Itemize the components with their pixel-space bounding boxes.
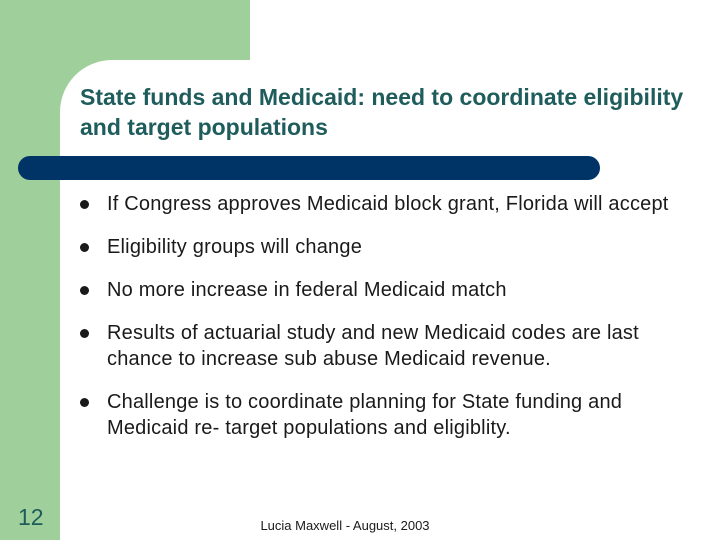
bullet-item: [78, 277, 708, 303]
bullet-item: [78, 191, 708, 217]
slide-number: 12: [18, 504, 44, 530]
bullet-dot-icon: [80, 200, 89, 209]
bullet-dot-icon: [80, 398, 89, 407]
bullet-text: Results of actuarial study and new Medicaid codes are last chance to increase sub abuse Medicaid revenue.: [107, 322, 639, 370]
bullet-text: Eligibility groups will change: [107, 236, 363, 258]
bullet-dot-icon: [80, 286, 89, 295]
bullet-text: If Congress approves Medicaid block grant, Florida will accept: [107, 193, 669, 215]
bullet-dot-icon: [80, 329, 89, 338]
title-divider-bar: [18, 156, 600, 180]
bullet-text: No more increase in federal Medicaid match: [107, 279, 507, 301]
bullet-item: [78, 234, 708, 260]
slide-footer: Lucia Maxwell - August, 2003: [260, 518, 430, 533]
bullet-item: [78, 320, 708, 372]
bullet-list: [78, 191, 708, 441]
bullet-item: [78, 389, 708, 441]
slide-title: State funds and Medicaid: need to coordinate eligibility and target populations: [80, 84, 684, 140]
bullet-text: Challenge is to coordinate planning for State funding and Medicaid re- target populations and eligiblity.: [107, 391, 623, 439]
bullet-dot-icon: [80, 243, 89, 252]
